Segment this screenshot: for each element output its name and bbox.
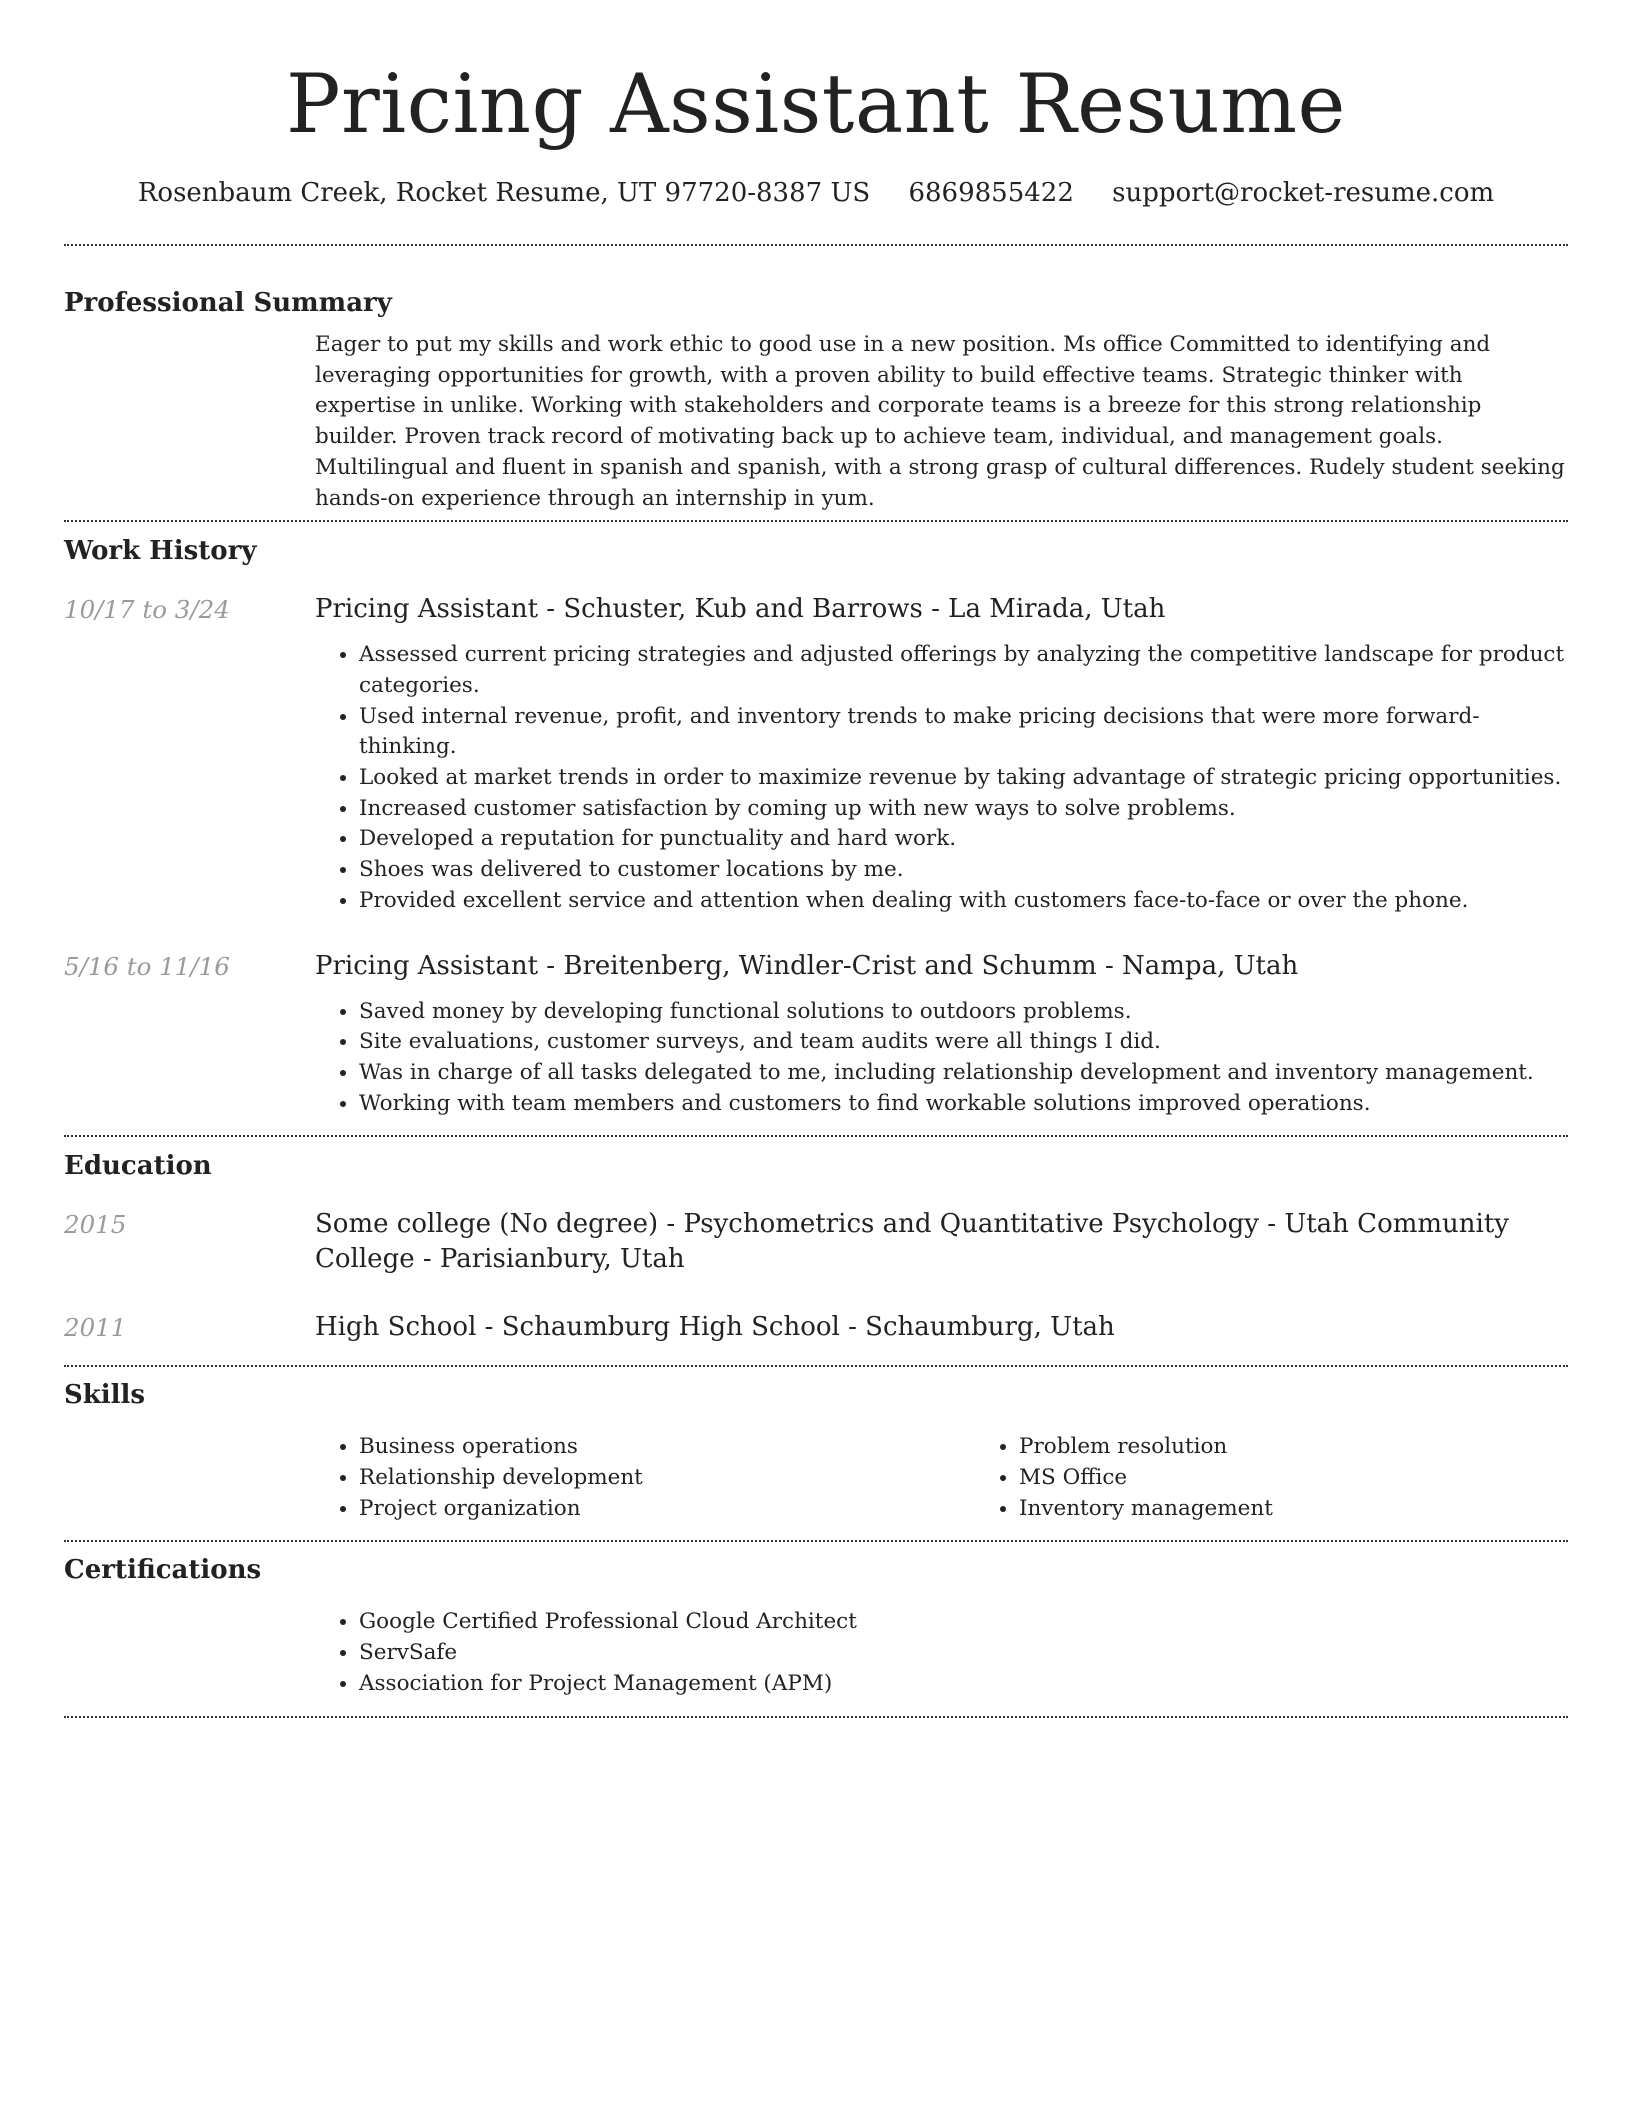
job-duty: • Working with team members and customers to find workable solutions improved operations.	[359, 1089, 1568, 1120]
skill-item: • Inventory management	[1019, 1494, 1632, 1525]
contact-address: Rosenbaum Creek, Rocket Resume, UT 97720-8387 US	[137, 178, 871, 208]
job-dates: 5/16 to 11/16	[64, 951, 230, 981]
divider	[64, 520, 1568, 522]
education-heading: Education	[64, 1151, 212, 1182]
divider	[64, 1540, 1568, 1542]
divider	[64, 244, 1568, 246]
certifications-list	[315, 1607, 1568, 1699]
job-heading	[315, 592, 1568, 627]
job-duty: • Developed a reputation for punctuality and hard work.	[359, 824, 1568, 855]
education-school: - Schaumburg High School - Schaumburg, Utah	[476, 1312, 1115, 1343]
education-entry	[64, 1310, 1568, 1345]
job-title: Pricing Assistant	[315, 950, 539, 981]
contact-line	[64, 176, 1568, 210]
certifications-heading: Certifications	[64, 1555, 262, 1586]
job-entry	[64, 949, 1568, 1120]
resume-title: Pricing Assistant Resume	[286, 58, 1346, 152]
skills-list-left	[315, 1432, 975, 1524]
skill-item: • Problem resolution	[1019, 1432, 1632, 1463]
skill-item: • MS Office	[1019, 1463, 1632, 1494]
contact-phone: 6869855422	[908, 178, 1074, 208]
certification-item: • Google Certified Professional Cloud Architect	[359, 1607, 1568, 1638]
skill-item: • Relationship development	[359, 1463, 975, 1494]
job-employer: - Breitenberg, Windler-Crist and Schumm - Nampa, Utah	[538, 950, 1299, 981]
skills-heading: Skills	[64, 1380, 146, 1411]
contact-email: support@rocket-resume.com	[1112, 178, 1495, 208]
job-dates: 10/17 to 3/24	[64, 595, 230, 625]
job-duty: • Provided excellent service and attention when dealing with customers face-to-face or over the phone.	[359, 886, 1568, 917]
job-heading	[315, 949, 1568, 984]
education-entry	[64, 1207, 1568, 1277]
work-history-heading: Work History	[64, 536, 257, 567]
skills-section	[64, 1378, 1568, 1524]
education-section	[64, 1149, 1568, 1345]
job-duties-list	[315, 997, 1568, 1120]
divider	[64, 1135, 1568, 1137]
job-duty: • Used internal revenue, profit, and inventory trends to make pricing decisions that were more forward-thinking.	[359, 702, 1568, 763]
education-school: - Utah Community College - Parisianbury, Utah	[315, 1209, 1509, 1275]
certifications-section	[64, 1553, 1568, 1699]
job-duty: • Was in charge of all tasks delegated to me, including relationship development and inventory management.	[359, 1058, 1568, 1089]
education-year: 2011	[64, 1313, 127, 1343]
skill-item: • Project organization	[359, 1494, 975, 1525]
job-employer: - Schuster, Kub and Barrows - La Mirada, Utah	[538, 594, 1166, 625]
education-year: 2015	[64, 1210, 127, 1240]
job-duties-list	[315, 640, 1568, 916]
job-entry	[64, 592, 1568, 916]
job-title: Pricing Assistant	[315, 594, 539, 625]
education-heading-line	[315, 1207, 1568, 1277]
education-degree: High School	[315, 1312, 477, 1343]
skill-item: • Business operations	[359, 1432, 975, 1463]
job-duty: • Site evaluations, customer surveys, and team audits were all things I did.	[359, 1027, 1568, 1058]
summary-text: Eager to put my skills and work ethic to good use in a new position. Ms office Committed to identifying and leveraging opportunities for growth, with a proven ability to build effective teams. Strategic thinker with expertise in unlike. Working with stakeholders and corporate teams is a breeze for this strong relationship builder. Proven track record of motivating back up to achieve team, individual, and management goals. Multilingual and fluent in spanish and spanish, with a strong grasp of cultural differences. Rudely student seeking hands-on experience through an internship in yum.	[315, 332, 1565, 511]
certification-item: • Association for Project Management (APM)	[359, 1669, 1568, 1700]
divider	[64, 1365, 1568, 1367]
job-duty: • Shoes was delivered to customer locations by me.	[359, 855, 1568, 886]
job-duty: • Saved money by developing functional solutions to outdoors problems.	[359, 997, 1568, 1028]
resume-page	[64, 0, 1568, 1718]
job-duty: • Looked at market trends in order to maximize revenue by taking advantage of strategic pricing opportunities.	[359, 763, 1568, 794]
job-duty: • Increased customer satisfaction by coming up with new ways to solve problems.	[359, 794, 1568, 825]
education-degree: Some college (No degree) - Psychometrics and Quantitative Psychology	[315, 1209, 1259, 1240]
work-history-section	[64, 534, 1568, 1119]
divider	[64, 1716, 1568, 1718]
summary-section	[64, 286, 1568, 514]
skills-list-right	[975, 1432, 1632, 1524]
certification-item: • ServSafe	[359, 1638, 1568, 1669]
job-duty: • Assessed current pricing strategies and adjusted offerings by analyzing the competitive landscape for product categories.	[359, 640, 1568, 701]
summary-heading: Professional Summary	[64, 288, 392, 318]
education-heading-line	[315, 1310, 1568, 1345]
